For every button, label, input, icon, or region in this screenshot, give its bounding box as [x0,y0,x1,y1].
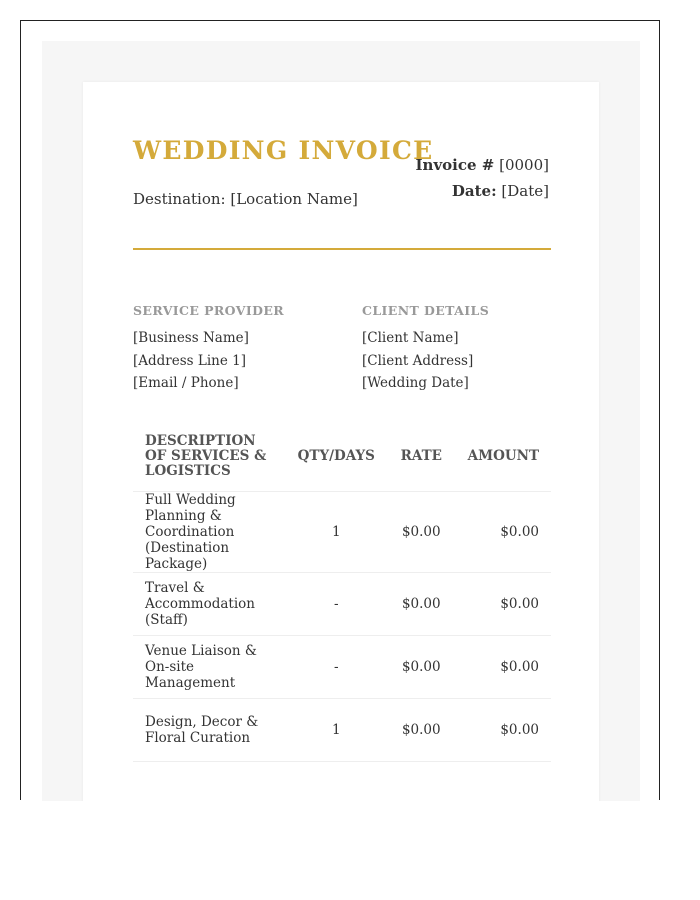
row-amount: $0.00 [456,492,551,573]
provider-line: [Business Name] [133,330,249,346]
row-qty: - [286,636,387,699]
invoice-title: WEDDING INVOICE [133,136,434,165]
table-row [133,699,551,762]
client-line: [Client Address] [362,352,474,369]
table-header-row [133,434,551,492]
row-rate: $0.00 [387,636,456,699]
invoice-page [83,82,599,801]
row-rate: $0.00 [387,699,456,762]
invoice-meta [416,152,549,204]
invoice-number-line [416,152,549,178]
column-header-qty: QTY/DAYS [286,434,387,492]
column-header-rate: RATE [387,434,456,492]
service-provider-heading: SERVICE PROVIDER [133,303,285,318]
row-qty: - [286,573,387,636]
document-viewport[interactable] [42,41,640,801]
column-header-description: DESCRIPTION OF SERVICES & LOGISTICS [133,434,286,492]
invoice-number-value: [0000] [499,156,549,174]
header-divider [133,248,551,250]
invoice-date-label: Date: [451,182,497,200]
row-qty: 1 [286,492,387,573]
row-amount: $0.00 [456,636,551,699]
row-rate: $0.00 [387,492,456,573]
services-table [133,434,551,762]
table-row [133,636,551,699]
row-description: Full Wedding Planning & Coordination (Destination Package) [133,492,286,573]
service-provider-block [133,303,333,395]
provider-line: [Email / Phone] [133,375,239,391]
destination-line: Destination: [Location Name] [133,190,358,208]
row-description: Travel & Accommodation (Staff) [133,573,286,636]
row-rate: $0.00 [387,573,456,636]
row-amount: $0.00 [456,699,551,762]
row-qty: 1 [286,699,387,762]
invoice-date-line [416,178,549,204]
client-line: [Client Name] [362,330,459,346]
row-amount: $0.00 [456,573,551,636]
table-row [133,492,551,573]
table-row [133,573,551,636]
invoice-number-label: Invoice # [415,156,495,174]
column-header-amount: AMOUNT [456,434,551,492]
document-frame [20,20,660,800]
client-details-heading: CLIENT DETAILS [362,303,490,318]
client-details-block [362,303,562,395]
provider-line: [Address Line 1] [133,352,247,369]
invoice-date-value: [Date] [501,182,549,200]
row-description: Design, Decor & Floral Curation [133,699,286,762]
client-line: [Wedding Date] [362,375,469,391]
row-description: Venue Liaison & On-site Management [133,636,286,699]
